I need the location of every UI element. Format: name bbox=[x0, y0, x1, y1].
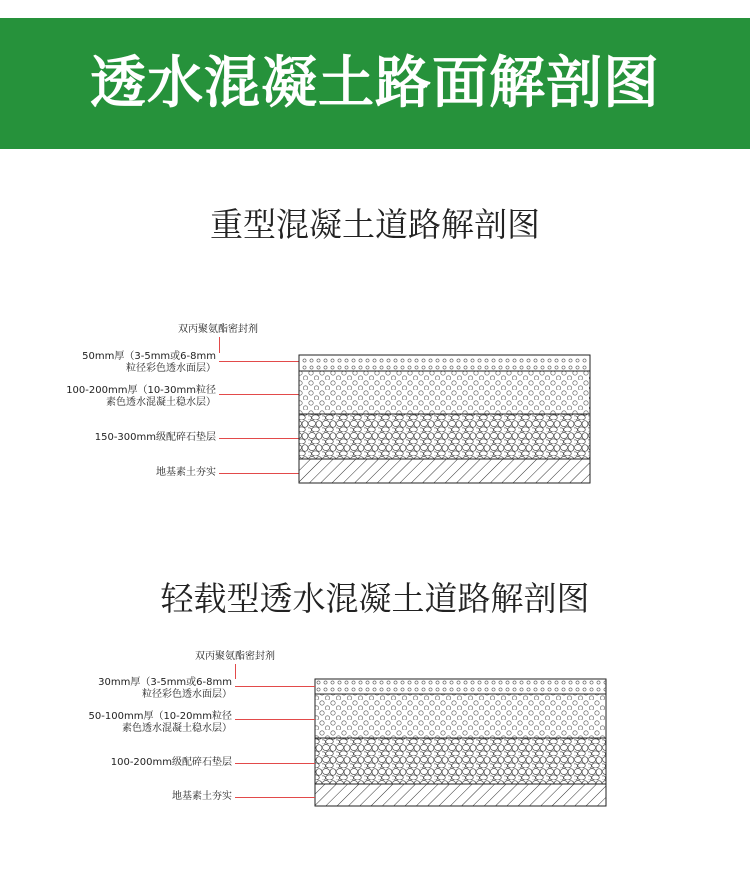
label-line: 100-200mm厚（10-30mm粒径 bbox=[66, 385, 216, 396]
soil-label bbox=[60, 791, 232, 803]
label-line: 粒径彩色透水面层） bbox=[142, 689, 232, 700]
light-surface-layer bbox=[315, 679, 606, 694]
surface-leader bbox=[235, 686, 315, 687]
label-line: 50mm厚（3-5mm或6-8mm bbox=[82, 351, 216, 362]
sealant-label: 双丙聚氨酯密封剂 bbox=[178, 324, 258, 335]
light-gravel-layer bbox=[315, 738, 606, 784]
label-line: 150-300mm级配碎石垫层 bbox=[94, 432, 216, 443]
light-stabilized-layer bbox=[315, 694, 606, 738]
section-title-light: 轻载型透水混凝土道路解剖图 bbox=[160, 579, 590, 618]
soil-leader bbox=[235, 797, 315, 798]
light-soil-layer bbox=[315, 784, 606, 806]
label-line: 素色透水混凝土稳水层） bbox=[122, 723, 232, 734]
heavy-soil-layer bbox=[299, 459, 590, 483]
heavy-stabilized-layer bbox=[299, 371, 590, 414]
heavy-surface-layer bbox=[299, 355, 590, 371]
light-layers bbox=[315, 679, 606, 806]
section-title-heavy: 重型混凝土道路解剖图 bbox=[210, 205, 540, 244]
heavy-gravel-layer bbox=[299, 414, 590, 459]
gravel-leader bbox=[235, 763, 315, 764]
gravel-label bbox=[60, 757, 232, 769]
stabilized-label bbox=[60, 711, 232, 735]
label-line: 100-200mm级配碎石垫层 bbox=[110, 757, 232, 768]
heavy-layers bbox=[299, 355, 590, 483]
label-line: 30mm厚（3-5mm或6-8mm bbox=[98, 677, 232, 688]
label-line: 地基素土夯实 bbox=[156, 467, 216, 478]
label-line: 地基素土夯实 bbox=[172, 791, 232, 802]
sealant-label: 双丙聚氨酯密封剂 bbox=[195, 651, 275, 662]
sealant-leader bbox=[235, 664, 236, 679]
surface-label bbox=[60, 677, 232, 701]
label-line: 素色透水混凝土稳水层） bbox=[106, 397, 216, 408]
label-line: 粒径彩色透水面层） bbox=[126, 363, 216, 374]
label-line: 50-100mm厚（10-20mm粒径 bbox=[88, 711, 232, 722]
stabilized-leader bbox=[235, 719, 315, 720]
page-title: 透水混凝土路面解剖图 bbox=[90, 51, 660, 116]
